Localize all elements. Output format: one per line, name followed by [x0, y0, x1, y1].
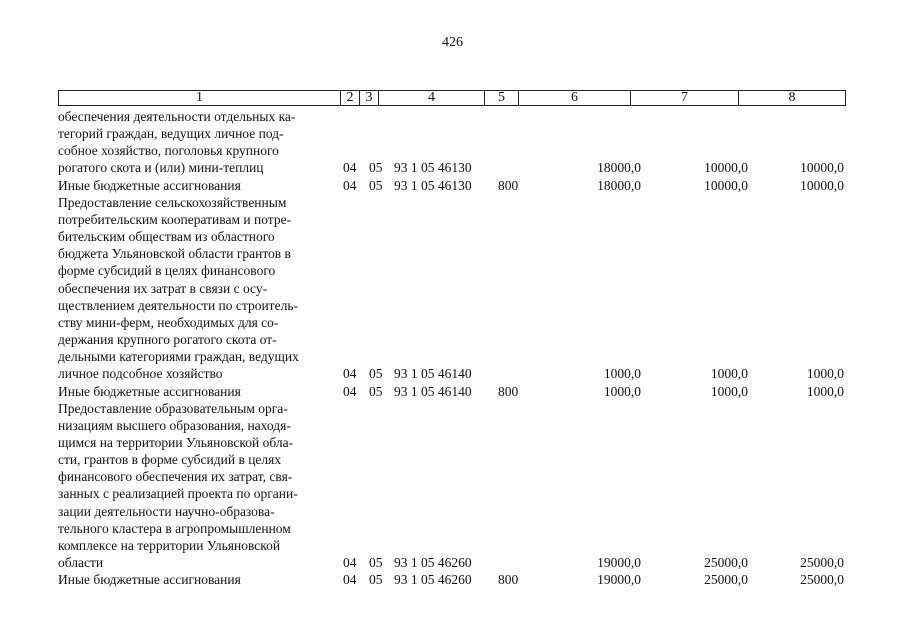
- table-row: [58, 194, 844, 383]
- row-name-line: Предоставление сельскохозяйственным: [58, 194, 287, 210]
- row-name: [58, 383, 340, 400]
- row-razdel: 04: [343, 177, 357, 193]
- table-row: [58, 108, 844, 177]
- row-value-col7: 10000,0: [704, 160, 748, 176]
- table-row: [58, 400, 844, 572]
- row-target-article: 93 1 05 46140: [394, 366, 472, 382]
- row-razdel: 04: [343, 383, 357, 399]
- row-value-col7: 25000,0: [704, 555, 748, 571]
- row-razdel: 04: [343, 572, 357, 588]
- row-name-line: зации деятельности научно-образова-: [58, 503, 275, 519]
- row-name-line: держания крупного рогатого скота от-: [58, 332, 277, 348]
- header-col-7: 7: [631, 91, 739, 105]
- row-name-line: бительским обществам из областного: [58, 229, 275, 245]
- row-name-line: форме субсидий в целях финансового: [58, 263, 276, 279]
- row-value-col8: 10000,0: [800, 160, 844, 176]
- row-target-article: 93 1 05 46140: [394, 383, 472, 399]
- row-name-line: потребительским кооперативам и потре-: [58, 211, 292, 227]
- row-target-article: 93 1 05 46130: [394, 177, 472, 193]
- row-name-line: комплексе на территории Ульяновской: [58, 537, 281, 553]
- row-name-line: тегорий граждан, ведущих личное под-: [58, 126, 284, 142]
- row-target-article: 93 1 05 46130: [394, 160, 472, 176]
- header-col-5: 5: [485, 91, 519, 105]
- header-col-1: 1: [59, 91, 341, 105]
- row-podrazdel: 05: [369, 572, 383, 588]
- row-podrazdel: 05: [369, 383, 383, 399]
- row-name-line: обеспечения их затрат в связи с осу-: [58, 280, 268, 296]
- row-name-line: тельного кластера в агропромышленном: [58, 520, 291, 536]
- row-name: [58, 108, 340, 177]
- row-value-col6: 1000,0: [603, 366, 641, 382]
- header-col-8: 8: [788, 90, 796, 105]
- row-name-line: Иные бюджетные ассигнования: [58, 572, 241, 588]
- header-col-6: 6: [519, 91, 631, 105]
- table-body: [58, 108, 844, 588]
- table-row: [58, 177, 844, 194]
- row-target-article: 93 1 05 46260: [394, 572, 472, 588]
- row-value-col7: 1000,0: [710, 366, 748, 382]
- row-value-col6: 18000,0: [597, 177, 641, 193]
- row-value-col8: 1000,0: [806, 383, 844, 399]
- row-name-line: занных с реализацией проекта по органи-: [58, 486, 298, 502]
- row-name-line: ству мини-ферм, необходимых для со-: [58, 314, 279, 330]
- row-name-line: бюджета Ульяновской области грантов в: [58, 246, 291, 262]
- row-value-col6: 19000,0: [597, 572, 641, 588]
- row-name-line: Предоставление образовательным орга-: [58, 400, 288, 416]
- row-podrazdel: 05: [369, 555, 383, 571]
- row-value-col7: 25000,0: [704, 572, 748, 588]
- row-expense-type: 800: [498, 177, 519, 193]
- row-name-line: Иные бюджетные ассигнования: [58, 177, 241, 193]
- row-value-col8: 1000,0: [806, 366, 844, 382]
- row-name-line: щимся на территории Ульяновской обла-: [58, 434, 294, 450]
- row-target-article: 93 1 05 46260: [394, 555, 472, 571]
- row-name-line: собное хозяйство, поголовья крупного: [58, 143, 279, 159]
- row-name-line: финансового обеспечения их затрат, свя-: [58, 469, 293, 485]
- table-row: [58, 571, 844, 588]
- row-podrazdel: 05: [369, 366, 383, 382]
- row-name-line: рогатого скота и (или) мини-теплиц: [58, 160, 264, 176]
- row-razdel: 04: [343, 555, 357, 571]
- table-row: [58, 383, 844, 400]
- row-podrazdel: 05: [369, 160, 383, 176]
- row-name: [58, 400, 340, 572]
- row-razdel: 04: [343, 366, 357, 382]
- row-name-line: обеспечения деятельности отдельных ка-: [58, 109, 296, 124]
- row-value-col8: 25000,0: [800, 572, 844, 588]
- row-name-line: низациям высшего образования, находя-: [58, 417, 291, 433]
- row-expense-type: 800: [498, 572, 519, 588]
- row-name-line: сти, грантов в форме субсидий в целях: [58, 452, 282, 468]
- row-value-col7: 10000,0: [704, 177, 748, 193]
- header-col-2: 2: [341, 91, 360, 105]
- row-value-col7: 1000,0: [710, 383, 748, 399]
- header-col-4: 4: [379, 91, 485, 105]
- page-number: 426: [442, 35, 463, 50]
- row-name: [58, 177, 340, 194]
- table-header: [58, 90, 846, 106]
- header-col-3: 3: [360, 91, 379, 105]
- row-name-line: личное подсобное хозяйство: [58, 366, 223, 382]
- row-expense-type: 800: [498, 383, 519, 399]
- row-name-line: Иные бюджетные ассигнования: [58, 383, 241, 399]
- row-value-col6: 1000,0: [603, 383, 641, 399]
- row-podrazdel: 05: [369, 177, 383, 193]
- row-value-col6: 18000,0: [597, 160, 641, 176]
- row-name-line: дельными категориями граждан, ведущих: [58, 349, 299, 365]
- row-value-col8: 25000,0: [800, 555, 844, 571]
- row-name-line: ществлением деятельности по строитель-: [58, 297, 298, 313]
- row-value-col6: 19000,0: [597, 555, 641, 571]
- row-value-col8: 10000,0: [800, 177, 844, 193]
- row-razdel: 04: [343, 160, 357, 176]
- row-name: [58, 194, 340, 383]
- row-name-line: области: [58, 555, 104, 571]
- row-name: [58, 571, 340, 588]
